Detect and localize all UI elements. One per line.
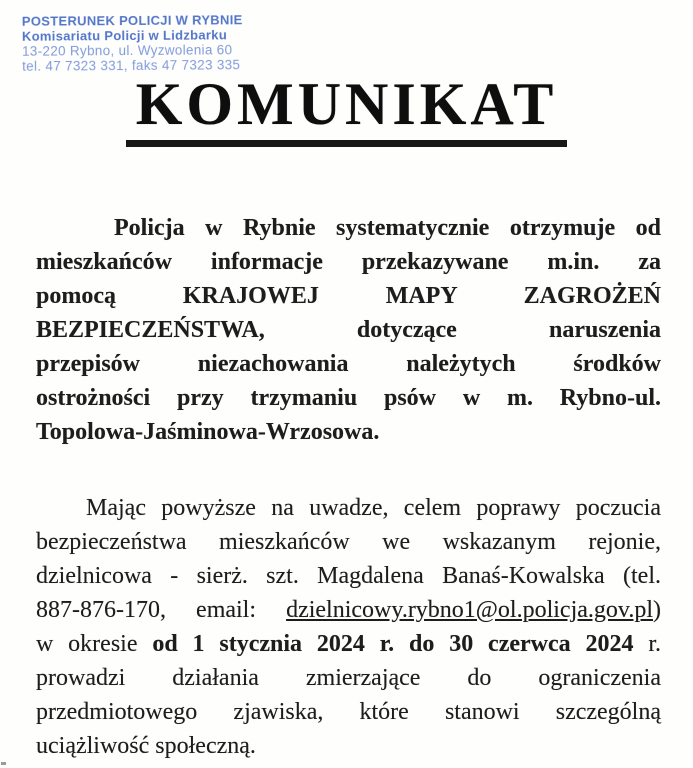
- paragraph-2-line: prowadzi działania zmierzające do ograniczenia: [36, 664, 661, 691]
- paragraph-2-line: przedmiotowego zjawiska, które stanowi szczególną: [36, 698, 661, 725]
- stamp-commissariat-name: Komisariatu Policji w Lidzbarku: [21, 27, 228, 44]
- paragraph-1-line: Policja w Rybnie systematycznie otrzymuje od: [114, 214, 661, 241]
- date-range-bold: od 1 stycznia 2024 r. do 30 czerwca 2024: [152, 630, 634, 657]
- paragraph-1-line: ostrożności przy trzymaniu psów w m. Rybno-ul.: [36, 384, 661, 411]
- paragraph-2: [36, 491, 661, 763]
- date-line-prefix: w okresie: [36, 630, 153, 657]
- paragraph-2-line: uciążliwość społeczną.: [36, 732, 256, 759]
- document-body: [36, 211, 661, 763]
- paragraph-2-line: dzielnicowa - sierż. szt. Magdalena Banaś-Kowalska (tel.: [36, 562, 661, 589]
- stamp-station-name: POSTERUNEK POLICJI W RYBNIE: [21, 12, 243, 29]
- scan-artifact: [1, 762, 6, 765]
- paragraph-1-line: mieszkańców informacje przekazywane m.in. za: [36, 248, 661, 275]
- email-line-suffix: ): [653, 596, 661, 623]
- paragraph-2-line: Mając powyższe na uwadze, celem poprawy poczucia: [86, 494, 661, 521]
- paragraph-1: [36, 211, 661, 449]
- paragraph-1-line: pomocą KRAJOWEJ MAPY ZAGROŻEŃ: [36, 282, 661, 309]
- date-line-suffix: r.: [633, 630, 661, 657]
- paragraph-2-line: bezpieczeństwa mieszkańców we wskazanym rejonie,: [36, 528, 661, 555]
- paragraph-1-line: Topolowa-Jaśminowa-Wrzosowa.: [36, 418, 380, 445]
- stamp-phone-fax: tel. 47 7323 331, faks 47 7323 335: [22, 57, 241, 74]
- stamp-address: 13-220 Rybno, ul. Wyzwolenia 60: [22, 42, 233, 59]
- paragraph-1-line: BEZPIECZEŃSTWA, dotyczące naruszenia: [36, 316, 661, 343]
- email-link[interactable]: dzielnicowy.rybno1@ol.policja.gov.pl: [286, 596, 653, 623]
- paragraph-2-line: [36, 627, 661, 661]
- document-title: KOMUNIKAT: [126, 72, 568, 147]
- police-station-stamp: [22, 12, 243, 74]
- email-line-prefix: 887-876-170, email:: [36, 596, 287, 623]
- paragraph-1-line: przepisów niezachowania należytych środków: [36, 350, 661, 377]
- paragraph-2-line: [36, 593, 661, 627]
